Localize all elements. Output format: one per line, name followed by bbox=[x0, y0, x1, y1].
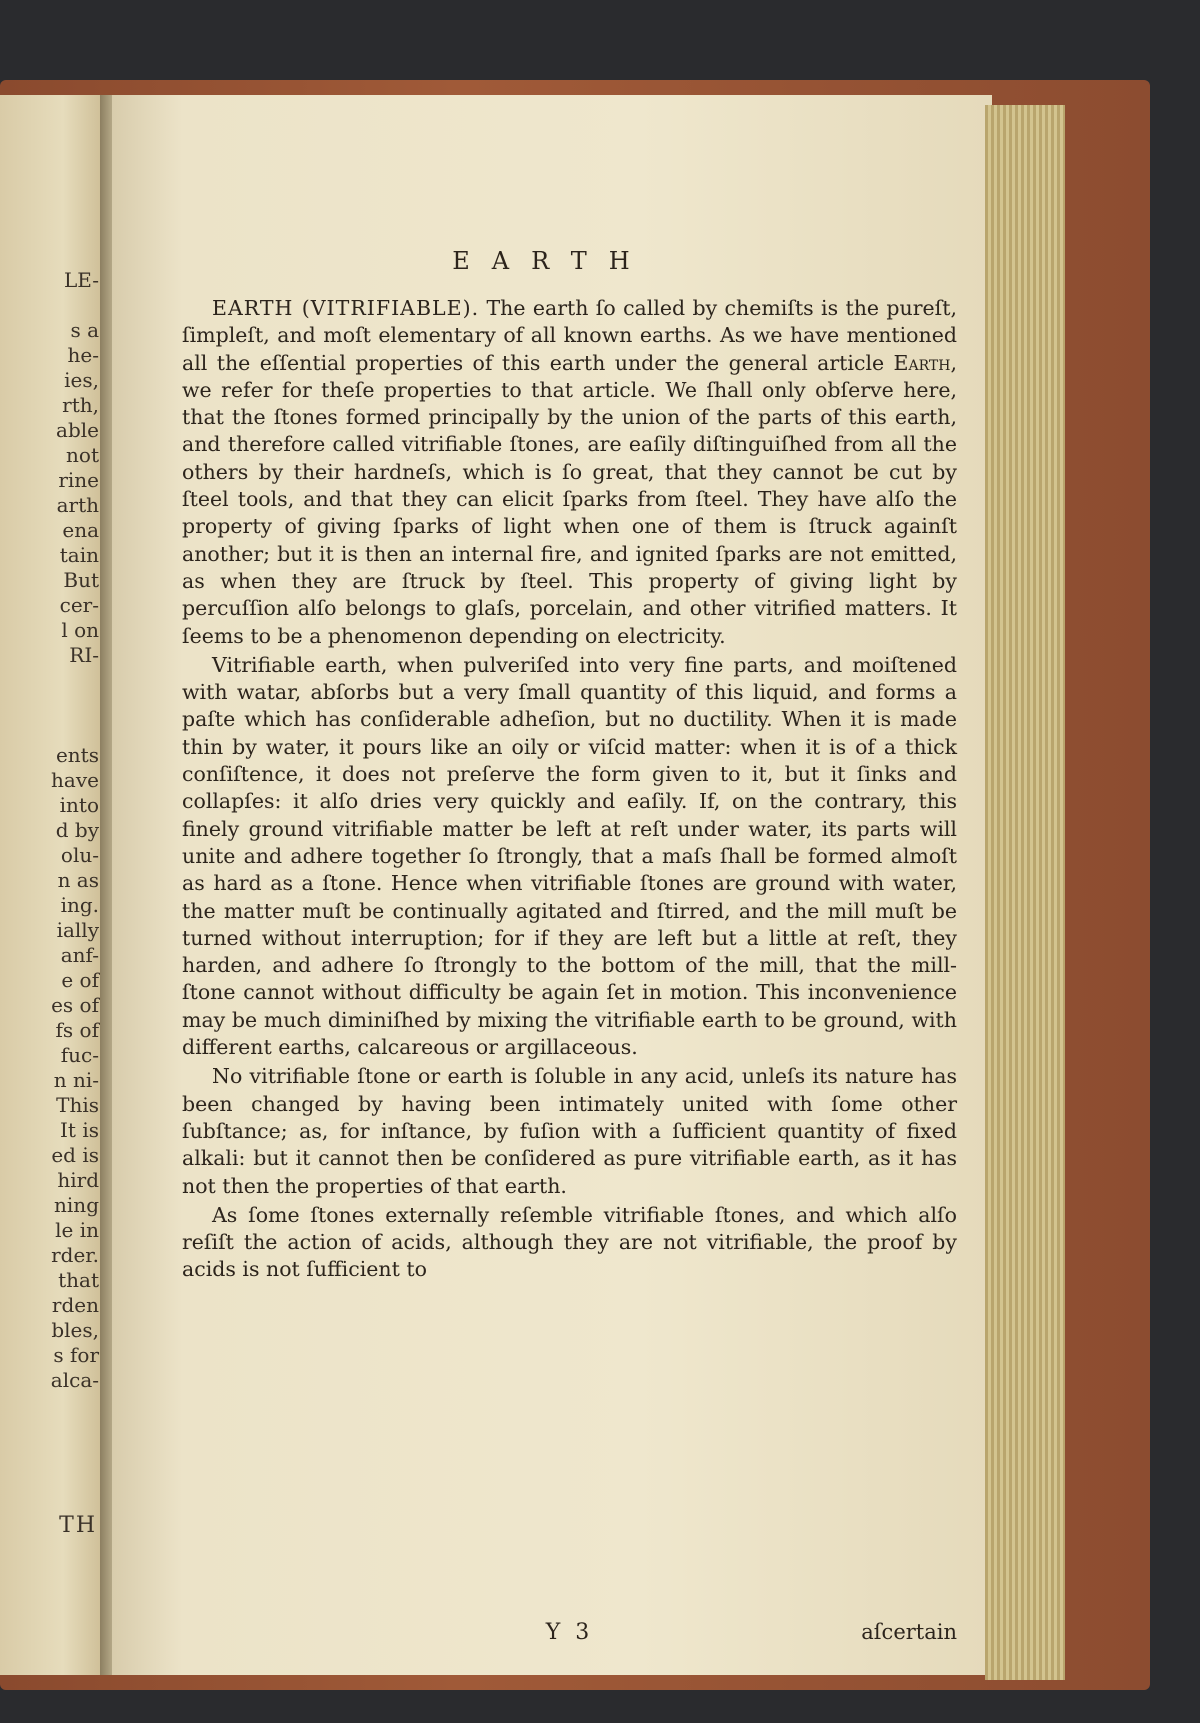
left-page bbox=[0, 95, 105, 1675]
left-page-fragment: rden bbox=[51, 1293, 99, 1317]
left-page-fragment: e of bbox=[61, 968, 99, 992]
left-page-fragment: ents bbox=[55, 743, 99, 767]
left-page-fragment: olu- bbox=[60, 843, 99, 867]
left-page-fragment: able bbox=[56, 418, 99, 442]
left-page-fragment: ially bbox=[56, 918, 99, 942]
left-page-fragment: into bbox=[59, 793, 99, 817]
catchword: aſcertain bbox=[861, 1620, 957, 1644]
paragraph-3: No vitrifiable ſtone or earth is ſoluble in any acid, unleſs its nature has been changed by having been intimately united with ſome other ſubſtance; as, for inſtance, by fuſion with a ſufficient quantity of fixed alkali: but it cannot then be conſidered as pure vitrifiable earth, as it has not then the properties of that earth. bbox=[182, 1064, 957, 1198]
page-footer bbox=[182, 1620, 957, 1650]
left-page-fragment: This bbox=[56, 1093, 99, 1117]
left-page-fragment: tain bbox=[59, 543, 99, 567]
left-page-fragment: le in bbox=[55, 1218, 99, 1242]
left-page-fragment: d by bbox=[55, 818, 99, 842]
left-page-fragment: n ni- bbox=[53, 1068, 99, 1092]
cross-reference: Earth, bbox=[893, 350, 957, 375]
left-page-fragment: ing. bbox=[60, 893, 99, 917]
left-page-fragment: ies, bbox=[64, 368, 99, 392]
left-page-fragment: anf- bbox=[60, 943, 99, 967]
right-page bbox=[112, 95, 992, 1675]
left-page-fragment: ed is bbox=[51, 1143, 99, 1167]
paragraph-2: Vitrifiable earth, when pulveriſed into very fine parts, and moiſtened with watar, abſorbs but a very ſmall quantity of this liquid, and forms a paſte which has conſiderable adheſion, but no ductility. When it is made thin by water, it pours like an oily or viſcid matter: when it is of a thick conſiſtence, it does not preſerve the form given to it, but it ſinks and collapſes: it alſo dries very quickly and eaſily. If, on the contrary, this finely ground vitrifiable matter be left at reſt under water, its parts will unite and adhere together ſo ſtrongly, that a maſs ſhall be formed almoſt as hard as a ſtone. Hence when vitrifiable ſtones are ground with water, the matter muſt be continually agitated and ſtirred, and the mill muſt be turned without interruption; for if they are left but a little at reſt, they harden, and adhere ſo ſtrongly to the bottom of the mill, that the mill-ſtone cannot without difficulty be again ſet in motion. This inconvenience may be much diminiſhed by mixing the vitrifiable earth to be ground, with different earths, calcareous or argillaceous. bbox=[182, 652, 957, 1060]
paragraph-1-text-b: we refer for theſe properties to that article. We ſhall only obſerve here, that the ſtones formed principally by the union of the parts of this earth, and therefore called vitrifiable ſtones, are eaſily diſtinguiſhed from all the others by their hardneſs, which is ſo great, that they cannot be cut by ſteel tools, and that they can elicit ſparks from ſteel. They have alſo the property of giving ſparks of light when one of them is ſtruck againſt another; but it is then an internal fire, and ignited ſparks are not emitted, as when they are ſtruck by ſteel. This property of giving light by percuſſion alſo belongs to glaſs, porcelain, and other vitrified matters. It ſeems to be a phenomenon depending on electricity. bbox=[182, 377, 957, 648]
left-page-fragment: s a bbox=[70, 318, 99, 342]
left-page-fragment: s for bbox=[53, 1343, 99, 1367]
left-page-fragment: ning bbox=[54, 1193, 99, 1217]
signature-mark: Y 3 bbox=[545, 1620, 594, 1645]
left-page-fragment: rine bbox=[58, 468, 99, 492]
left-page-fragment: It is bbox=[60, 1118, 99, 1142]
left-page-fragment: arth bbox=[56, 493, 99, 517]
left-page-fragment: cer- bbox=[59, 593, 99, 617]
left-page-fragment: fuc- bbox=[60, 1043, 99, 1067]
left-page-fragment: that bbox=[58, 1268, 99, 1292]
left-page-fragment: rth, bbox=[62, 393, 99, 417]
entry-term: EARTH (VITRIFIABLE). bbox=[212, 296, 480, 320]
left-page-fragment: RI- bbox=[69, 643, 99, 667]
left-page-fragment: have bbox=[51, 768, 99, 792]
left-page-fragment: ena bbox=[62, 518, 99, 542]
left-page-fragment: fs of bbox=[55, 1018, 99, 1042]
left-page-fragment: alca- bbox=[50, 1368, 99, 1392]
left-page-fragment: LE- bbox=[63, 268, 99, 292]
left-page-fragment: l on bbox=[61, 618, 99, 642]
left-page-fragment: es of bbox=[51, 993, 99, 1017]
running-head: EARTH bbox=[452, 247, 652, 275]
left-page-fragment: rder. bbox=[51, 1243, 99, 1267]
paragraph-1 bbox=[182, 295, 957, 650]
body-text bbox=[182, 295, 957, 1284]
page-edges bbox=[985, 105, 1065, 1680]
left-page-fragment: not bbox=[66, 443, 99, 467]
left-page-fragment: bles, bbox=[51, 1318, 99, 1342]
left-page-fragment: hird bbox=[57, 1168, 99, 1192]
left-page-fragment: he- bbox=[67, 343, 99, 367]
left-page-fragment: n as bbox=[57, 868, 99, 892]
left-page-footer: TH bbox=[59, 1513, 97, 1538]
paragraph-4: As ſome ſtones externally reſemble vitrifiable ſtones, and which alſo reſiſt the action of acids, although they are not vitrifiable, the proof by acids is not ſufficient to bbox=[182, 1202, 957, 1282]
paragraph-1-text-a: The earth ſo called by chemiſts is the pureſt, ſimpleſt, and moſt elementary of all known earths. As we have mentioned all the eſſential properties of this earth under the general article bbox=[182, 296, 957, 375]
left-page-fragment: But bbox=[63, 568, 99, 592]
